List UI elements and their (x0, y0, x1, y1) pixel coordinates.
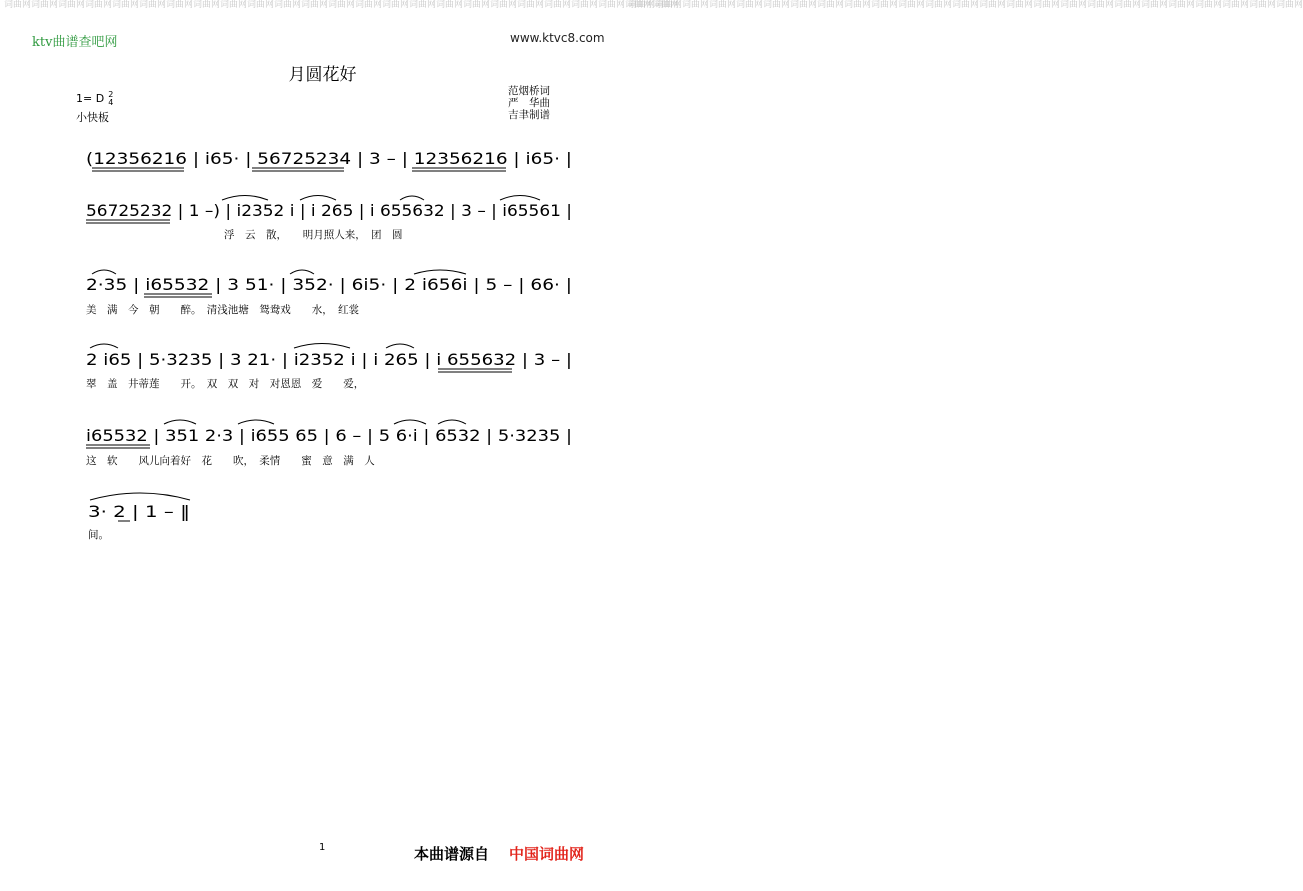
site-name[interactable]: ktv曲谱查吧网 (32, 35, 118, 50)
row-6-lyrics: 间。 (88, 529, 109, 541)
row-1-underlines (92, 168, 506, 171)
row-6-notes: 3· 2 | 1 – ‖ (88, 502, 190, 521)
row-3-lyrics: 美 满 今 朝 醉。 清浅池塘 鸳鸯戏 水， 红裳 (86, 304, 359, 316)
source-brand[interactable]: 中国词曲网 (509, 845, 585, 863)
arranger: 吉聿制谱 (508, 109, 550, 121)
lyricist: 范烟桥词 (508, 85, 550, 97)
score-row-4 (86, 344, 572, 391)
watermark-right: 词曲网词曲网词曲网词曲网词曲网词曲网词曲网词曲网词曲网词曲网词曲网词曲网词曲网词曲网词曲网词曲网词曲网词曲网词曲网词曲网词曲网词曲网词曲网词曲网词曲网 (628, 0, 1303, 10)
tempo-marking: 小快板 (76, 111, 109, 124)
score-row-5 (86, 420, 572, 467)
score-row-6 (88, 493, 190, 541)
score-row-2 (86, 196, 572, 242)
row-5-lyrics: 这 软 风儿向着好 花 吹， 柔情 蜜 意 满 人 (86, 455, 375, 467)
watermark-left: 词曲网词曲网词曲网词曲网词曲网词曲网词曲网词曲网词曲网词曲网词曲网词曲网词曲网词曲网词曲网词曲网词曲网词曲网词曲网词曲网词曲网词曲网词曲网词曲网词曲网 (4, 0, 680, 10)
site-url[interactable]: www.ktvc8.com (510, 31, 605, 45)
row-5-notes: i65532 | 351 2·3 | i655 65 | 6 – | 5 6·i | 6532 | 5·3235 | (86, 426, 572, 445)
composer: 严 华曲 (508, 97, 550, 109)
score-row-1 (86, 149, 572, 171)
row-4-notes: 2 i65 | 5·3235 | 3 21· | i2352 i | i 265 | i 655632 | 3 – | (86, 350, 572, 369)
source-credit (414, 843, 584, 864)
source-label: 本曲谱源自 (414, 845, 490, 863)
row-2-lyrics: 浮 云 散， 明月照人来， 团 圆 (224, 229, 403, 241)
row-3-notes: 2·35 | i65532 | 3 51· | 352· | 6i5· | 2 i656i | 5 – | 66· | (86, 275, 572, 294)
key-label: 1= D (76, 92, 105, 105)
row-4-lyrics: 翠 盖 井蒂莲 开。 双 双 对 对恩恩 爱 爱， (86, 378, 365, 390)
time-denominator: 4 (108, 98, 114, 107)
time-numerator: 2 (108, 90, 114, 99)
row-2-notes: 56725232 | 1 –) | i2352 i | i 265 | i 655632 | 3 – | i65561 | (86, 201, 572, 220)
row-1-notes: (12356216 | i65· | 56725234 | 3 – | 12356216 | i65· | (86, 149, 572, 168)
song-title: 月圆花好 (288, 65, 357, 85)
score-row-3 (86, 270, 572, 316)
page-number: 1 (319, 842, 326, 853)
